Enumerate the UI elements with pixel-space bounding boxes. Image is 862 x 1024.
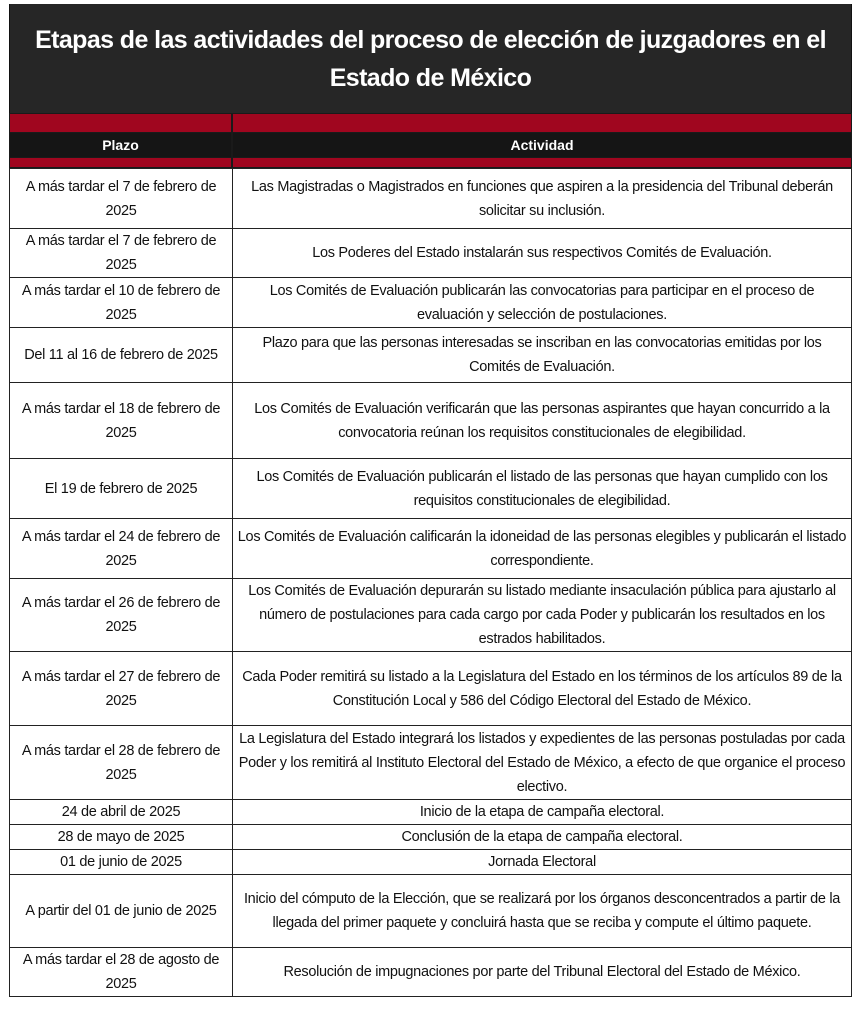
table-row	[10, 875, 852, 948]
cell-actividad: Resolución de impugnaciones por parte del Tribunal Electoral del Estado de México.	[233, 948, 852, 997]
cell-plazo: A más tardar el 24 de febrero de 2025	[10, 519, 233, 579]
red-band-top	[9, 113, 852, 133]
cell-actividad: Cada Poder remitirá su listado a la Legislatura del Estado en los términos de los artículos 89 de la Constitución Local y 586 del Código Electoral del Estado de México.	[233, 652, 852, 726]
table-row	[10, 459, 852, 519]
page-title: Etapas de las actividades del proceso de elección de juzgadores en el Estado de México	[9, 4, 852, 113]
table-row	[10, 800, 852, 825]
cell-actividad: Los Comités de Evaluación depurarán su listado mediante insaculación pública para ajustarlo al número de postulaciones para cada cargo por cada Poder y publicarán los resultados en los estrados habilitados.	[233, 579, 852, 652]
table-row	[10, 519, 852, 579]
cell-plazo: A más tardar el 7 de febrero de 2025	[10, 169, 233, 229]
cell-actividad: Los Comités de Evaluación calificarán la idoneidad de las personas elegibles y publicarán el listado correspondiente.	[233, 519, 852, 579]
cell-plazo: A más tardar el 28 de febrero de 2025	[10, 726, 233, 800]
cell-plazo: 24 de abril de 2025	[10, 800, 233, 825]
table-row	[10, 278, 852, 328]
cell-actividad: Los Comités de Evaluación publicarán las convocatorias para participar en el proceso de evaluación y selección de postulaciones.	[233, 278, 852, 328]
table-row	[10, 229, 852, 278]
cell-actividad: Jornada Electoral	[233, 850, 852, 875]
cell-actividad: Conclusión de la etapa de campaña electoral.	[233, 825, 852, 850]
column-header-actividad: Actividad	[232, 133, 852, 157]
table-row	[10, 825, 852, 850]
cell-actividad: Inicio del cómputo de la Elección, que se realizará por los órganos desconcentrados a partir de la llegada del primer paquete y concluirá hasta que se reciba y compute el último paquete.	[233, 875, 852, 948]
cell-plazo: A más tardar el 27 de febrero de 2025	[10, 652, 233, 726]
cell-plazo: Del 11 al 16 de febrero de 2025	[10, 328, 233, 383]
table-row	[10, 579, 852, 652]
schedule-sheet	[9, 4, 852, 997]
cell-plazo: 28 de mayo de 2025	[10, 825, 233, 850]
cell-plazo: A más tardar el 18 de febrero de 2025	[10, 383, 233, 459]
table-row	[10, 652, 852, 726]
table-header	[9, 133, 852, 157]
cell-actividad: Los Comités de Evaluación verificarán que las personas aspirantes que hayan concurrido a la convocatoria reúnan los requisitos constitucionales de elegibilidad.	[233, 383, 852, 459]
red-band-bottom	[9, 157, 852, 168]
cell-plazo: A partir del 01 de junio de 2025	[10, 875, 233, 948]
cell-actividad: Inicio de la etapa de campaña electoral.	[233, 800, 852, 825]
cell-actividad: Plazo para que las personas interesadas se inscriban en las convocatorias emitidas por los Comités de Evaluación.	[233, 328, 852, 383]
cell-actividad: Las Magistradas o Magistrados en funciones que aspiren a la presidencia del Tribunal deberán solicitar su inclusión.	[233, 169, 852, 229]
cell-plazo: A más tardar el 26 de febrero de 2025	[10, 579, 233, 652]
table-row	[10, 169, 852, 229]
cell-actividad: La Legislatura del Estado integrará los listados y expedientes de las personas postuladas por cada Poder y los remitirá al Instituto Electoral del Estado de México, a efecto de que organice el proceso electivo.	[233, 726, 852, 800]
table-row	[10, 383, 852, 459]
table-row	[10, 328, 852, 383]
cell-plazo: A más tardar el 10 de febrero de 2025	[10, 278, 233, 328]
table-row	[10, 948, 852, 997]
cell-plazo: A más tardar el 7 de febrero de 2025	[10, 229, 233, 278]
cell-plazo: 01 de junio de 2025	[10, 850, 233, 875]
column-header-plazo: Plazo	[9, 133, 232, 157]
cell-actividad: Los Poderes del Estado instalarán sus respectivos Comités de Evaluación.	[233, 229, 852, 278]
cell-actividad: Los Comités de Evaluación publicarán el listado de las personas que hayan cumplido con los requisitos constitucionales de elegibilidad.	[233, 459, 852, 519]
cell-plazo: El 19 de febrero de 2025	[10, 459, 233, 519]
table-row	[10, 726, 852, 800]
schedule-table	[9, 168, 852, 997]
cell-plazo: A más tardar el 28 de agosto de 2025	[10, 948, 233, 997]
table-row	[10, 850, 852, 875]
